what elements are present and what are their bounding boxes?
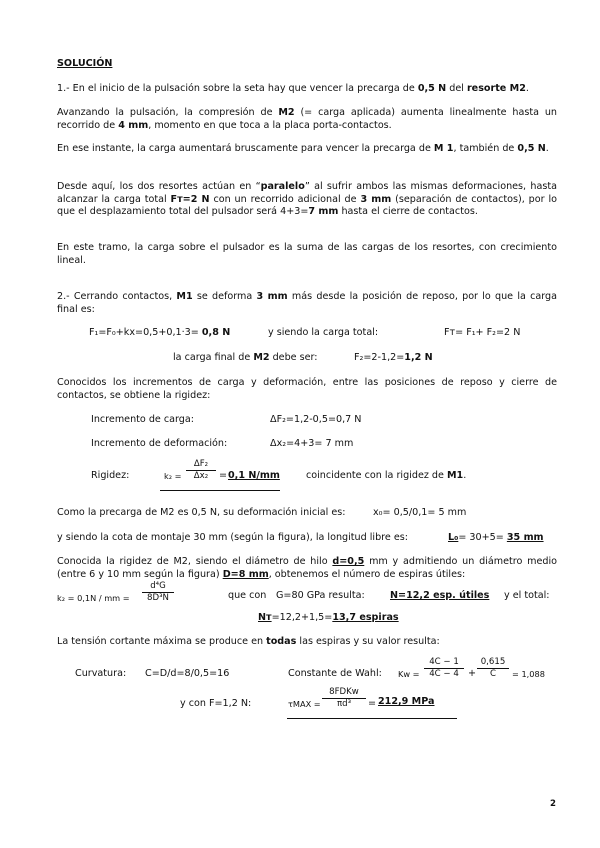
preload-value: x₀= 0,5/0,1= 5 mm bbox=[373, 507, 467, 518]
wahl-plus: + bbox=[468, 668, 477, 679]
spring-numerator: d⁴G bbox=[142, 581, 174, 593]
total-coils-equation: Nт=12,2+1,5=13,7 espiras bbox=[258, 612, 399, 623]
total-load-label: y siendo la carga total: bbox=[268, 327, 379, 338]
shear-fraction bbox=[322, 687, 366, 710]
paragraph-2: Avanzando la pulsación, la compresión de M2 (= carga aplicada) aumenta linealmente hasta un recorrido de 4 mm, momento en que toca a la placa porta-contactos. bbox=[57, 107, 558, 131]
shear-denominator: πd³ bbox=[336, 699, 352, 709]
equation-f1: F₁=F₀+kx=0,5+0,1·3= 0,8 N bbox=[89, 327, 231, 338]
paragraph-8: Conocida la rigidez de M2, siendo el diámetro de hilo d=0,5 mm y admitiendo un diámetro medio (entre 6 y 10 mm según la figura) D=8 mm, obtenemos el número de espiras útiles: bbox=[57, 556, 558, 580]
free-length-text: y siendo la cota de montaje 30 mm (según la figura), la longitud libre es: bbox=[57, 532, 409, 543]
paragraph-1: 1.- En el inicio de la pulsación sobre la seta hay que vencer la precarga de 0,5 N del resorte M2. bbox=[57, 83, 529, 94]
free-length-equation: L₀= 30+5= 35 mm bbox=[448, 532, 544, 543]
stiffness-equals: = bbox=[219, 470, 228, 481]
spring-stiffness-fraction bbox=[142, 581, 174, 604]
with-text: que con bbox=[228, 590, 267, 601]
wahl-label: Constante de Wahl: bbox=[288, 668, 382, 679]
wahl-denominator-2: C bbox=[489, 669, 496, 679]
wahl-numerator-1: 4C − 1 bbox=[424, 657, 464, 669]
wahl-fraction-1 bbox=[424, 657, 464, 680]
page-number: 2 bbox=[550, 799, 556, 809]
stiffness-underline bbox=[160, 490, 280, 491]
paragraph-7: Conocidos los incrementos de carga y deformación, entre las posiciones de reposo y cierre de contactos, se obtiene la rigidez: bbox=[57, 377, 557, 401]
useful-coils-value: N=12,2 esp. útiles bbox=[390, 590, 490, 601]
total-coils-label: y el total: bbox=[504, 590, 550, 601]
stiffness-value: 0,1 N/mm bbox=[228, 470, 280, 481]
stiffness-note: coincidente con la rigidez de M1. bbox=[306, 470, 467, 481]
shear-modulus-text: G=80 GPa resulta: bbox=[276, 590, 365, 601]
shear-underline bbox=[287, 718, 457, 719]
deformation-increment-value: Δx₂=4+3= 7 mm bbox=[270, 438, 354, 449]
shear-value: 212,9 MPa bbox=[378, 696, 435, 707]
shear-equals: = bbox=[368, 698, 377, 709]
curvature-label: Curvatura: bbox=[75, 668, 127, 679]
deformation-increment-label: Incremento de deformación: bbox=[91, 438, 228, 449]
stiffness-label: Rigidez: bbox=[91, 470, 130, 481]
paragraph-6: 2.- Cerrando contactos, M1 se deforma 3 mm más desde la posición de reposo, por lo que la carga final es: bbox=[57, 291, 557, 315]
solution-heading: SOLUCIÓN bbox=[57, 58, 113, 69]
stiffness-k2: k₂ = bbox=[164, 471, 182, 481]
preload-text: Como la precarga de M2 es 0,5 N, su deformación inicial es: bbox=[57, 507, 346, 518]
load-increment-label: Incremento de carga: bbox=[91, 414, 195, 425]
shear-lhs: τMAX = bbox=[288, 699, 321, 709]
spring-denominator: 8D³N bbox=[147, 593, 169, 603]
stiffness-denominator: Δx₂ bbox=[193, 471, 209, 481]
paragraph-3: En ese instante, la carga aumentará bruscamente para vencer la precarga de M 1, también de 0,5 N. bbox=[57, 143, 549, 154]
wahl-denominator-1: 4C − 4 bbox=[429, 669, 459, 679]
equation-total-load: Fт= F₁+ F₂=2 N bbox=[444, 327, 521, 338]
wahl-fraction-2 bbox=[477, 657, 509, 680]
stiffness-numerator: ΔF₂ bbox=[186, 459, 216, 471]
curvature-value: C=D/d=8/0,5=16 bbox=[145, 668, 230, 679]
shear-numerator: 8FDKw bbox=[322, 687, 366, 699]
stiffness-fraction bbox=[186, 459, 216, 482]
paragraph-5: En este tramo, la carga sobre el pulsador es la suma de las cargas de los resortes, con crecimiento lineal. bbox=[57, 242, 557, 266]
equation-f2: F₂=2-1,2=1,2 N bbox=[354, 352, 433, 363]
shear-condition-label: y con F=1,2 N: bbox=[180, 698, 252, 709]
wahl-numerator-2: 0,615 bbox=[477, 657, 509, 669]
paragraph-4: Desde aquí, los dos resortes actúan en “paralelo” al sufrir ambos las mismas deformaciones, hasta alcanzar la carga total Fт=2 N con un recorrido adicional de 3 mm (separación de contactos), por lo que el desplazamiento total del pulsador será 4+3=7 mm hasta el cierre de contactos. bbox=[57, 181, 557, 218]
wahl-result: = 1,088 bbox=[512, 669, 545, 679]
wahl-k: Kw = bbox=[398, 669, 420, 679]
m2-final-load-label: la carga final de M2 debe ser: bbox=[173, 352, 318, 363]
spring-stiffness-lhs: k₂ = 0,1N / mm = bbox=[57, 593, 130, 603]
load-increment-value: ΔF₂=1,2-0,5=0,7 N bbox=[270, 414, 362, 425]
paragraph-9: La tensión cortante máxima se produce en todas las espiras y su valor resulta: bbox=[57, 636, 440, 647]
